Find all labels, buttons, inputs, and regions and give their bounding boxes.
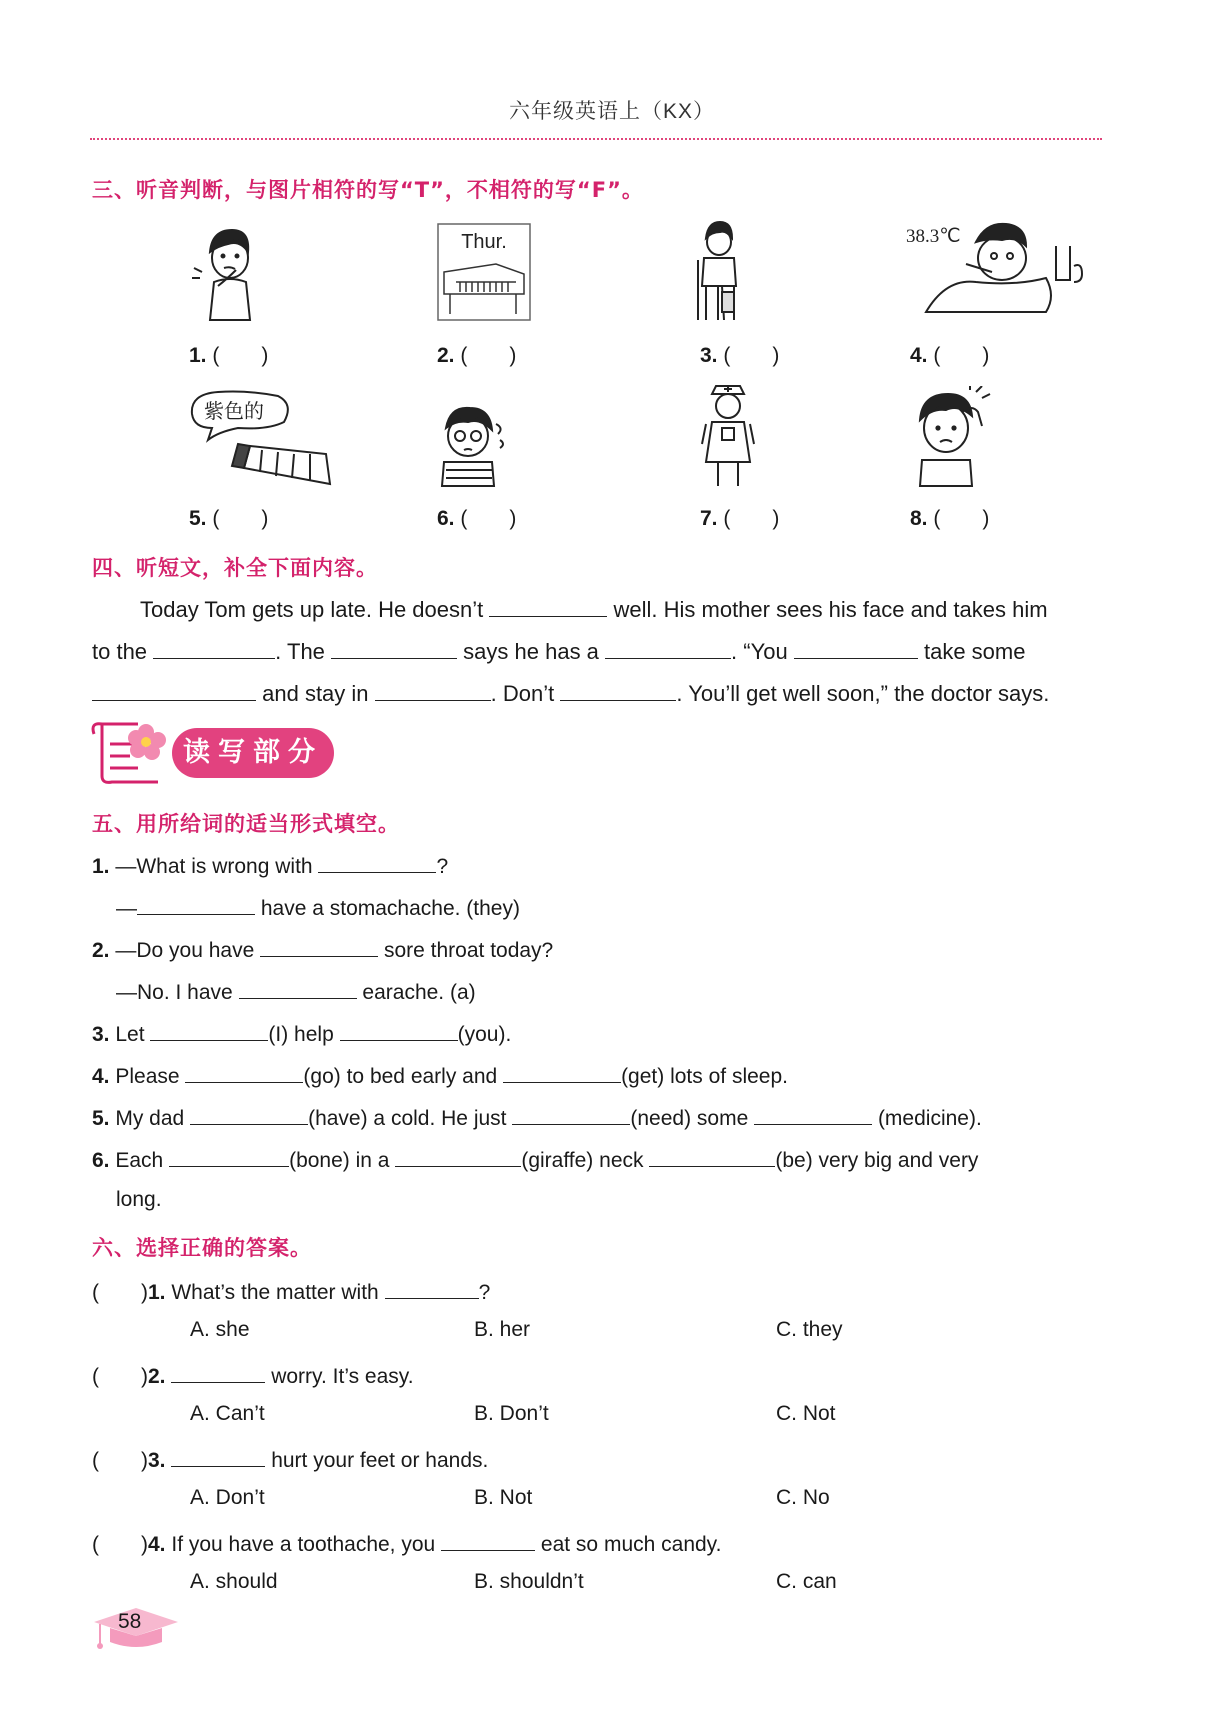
answer-blank[interactable] (137, 894, 255, 915)
answer-blank[interactable] (385, 1278, 479, 1299)
option-c[interactable]: C. can (776, 1570, 837, 1593)
question-5-4: 4. Please (go) to bed early and (get) lots of sleep. (92, 1062, 788, 1089)
answer-blank[interactable] (605, 638, 731, 659)
question-6-4: ( )4. If you have a toothache, you eat so much candy. (92, 1528, 721, 1558)
answer-paren: ( ) (460, 344, 517, 367)
question-6-1: ( )1. What’s the matter with ? (92, 1276, 490, 1306)
answer-paren: ( ) (92, 1533, 148, 1556)
answer-blank[interactable] (239, 978, 357, 999)
option-b[interactable]: B. Not (474, 1486, 533, 1509)
section-5-title: 五、用所给词的适当形式填空。 (92, 812, 400, 836)
answer-paren: ( ) (933, 507, 990, 530)
answer-blank[interactable] (171, 1362, 265, 1383)
item-number: 2. (437, 344, 455, 367)
boy-cough-picture (436, 404, 508, 488)
answer-blank[interactable] (340, 1020, 458, 1041)
thursday-label: Thur. (461, 231, 507, 253)
answer-blank[interactable] (441, 1530, 535, 1551)
boy-crutch-picture (692, 220, 746, 324)
thursday-piano-picture (436, 222, 532, 322)
answer-paren: ( ) (92, 1449, 148, 1472)
answer-blank[interactable] (489, 596, 607, 617)
answer-blank[interactable] (503, 1062, 621, 1083)
purple-label: 紫色的 (204, 399, 264, 423)
question-5-3: 3. Let (I) help (you). (92, 1020, 511, 1047)
passage-line-3: and stay in . Don’t . You’ll get well soon,” the doctor says. (92, 680, 1049, 707)
answer-paren: ( ) (212, 507, 269, 530)
section-3-title: 三、听音判断，与图片相符的写“T”，不相符的写“F”。 (92, 178, 644, 202)
answer-blank[interactable] (395, 1146, 521, 1167)
answer-blank[interactable] (190, 1104, 308, 1125)
item-number: 5. (189, 507, 207, 530)
answer-paren: ( ) (723, 344, 780, 367)
answer-blank[interactable] (150, 1020, 268, 1041)
answer-blank[interactable] (375, 680, 491, 701)
passage-line-1: Today Tom gets up late. He doesn’t well. His mother sees his face and takes him (140, 597, 1048, 622)
page-header: 六年级英语上（KX） (508, 100, 715, 123)
section-6-title: 六、选择正确的答案。 (92, 1236, 312, 1260)
answer-blank[interactable] (153, 638, 275, 659)
item-number: 3. (700, 344, 718, 367)
option-a[interactable]: A. Can’t (190, 1402, 265, 1425)
boy-toothache-picture (188, 222, 270, 322)
header-divider (90, 138, 1102, 140)
option-c[interactable]: C. Not (776, 1402, 836, 1425)
question-5-6-cont: long. (116, 1188, 162, 1211)
answer-paren: ( ) (92, 1281, 148, 1304)
answer-blank[interactable] (185, 1062, 303, 1083)
answer-paren: ( ) (92, 1365, 148, 1388)
option-a[interactable]: A. she (190, 1318, 250, 1341)
option-b[interactable]: B. shouldn’t (474, 1570, 584, 1593)
section-4-title: 四、听短文，补全下面内容。 (92, 556, 378, 580)
option-a[interactable]: A. Don’t (190, 1486, 265, 1509)
purple-medicine-tube-picture (188, 388, 334, 488)
scroll-flower-icon (88, 720, 168, 786)
answer-blank[interactable] (260, 936, 378, 957)
answer-blank[interactable] (92, 680, 256, 701)
reading-writing-banner: 读写部分 (172, 728, 334, 778)
answer-blank[interactable] (171, 1446, 265, 1467)
answer-blank[interactable] (560, 680, 676, 701)
temperature-label: 38.3℃ (906, 226, 961, 247)
answer-blank[interactable] (754, 1104, 872, 1125)
option-c[interactable]: C. No (776, 1486, 830, 1509)
answer-blank[interactable] (169, 1146, 289, 1167)
answer-blank[interactable] (512, 1104, 630, 1125)
answer-paren: ( ) (723, 507, 780, 530)
answer-paren: ( ) (460, 507, 517, 530)
question-6-2: ( )2. worry. It’s easy. (92, 1360, 414, 1390)
option-b[interactable]: B. Don’t (474, 1402, 549, 1425)
nurse-picture (700, 384, 756, 488)
question-5-1-reply: — have a stomachache. (they) (116, 894, 520, 921)
boy-headache-picture (912, 386, 992, 488)
item-number: 6. (437, 507, 455, 530)
question-6-3: ( )3. hurt your feet or hands. (92, 1444, 488, 1474)
item-number: 1. (189, 344, 207, 367)
answer-blank[interactable] (649, 1146, 775, 1167)
question-5-2: 2. —Do you have sore throat today? (92, 936, 553, 963)
answer-blank[interactable] (318, 852, 436, 873)
item-number: 7. (700, 507, 718, 530)
answer-paren: ( ) (212, 344, 269, 367)
question-5-5: 5. My dad (have) a cold. He just (need) some (medicine). (92, 1104, 982, 1131)
item-number: 4. (910, 344, 928, 367)
option-c[interactable]: C. they (776, 1318, 843, 1341)
question-5-1: 1. —What is wrong with ? (92, 852, 448, 879)
passage-line-2: to the . The says he has a . “You take some (92, 639, 1026, 664)
item-number: 8. (910, 507, 928, 530)
page-number: 58 (118, 1610, 142, 1633)
option-a[interactable]: A. should (190, 1570, 278, 1593)
fever-sick-boy-picture (906, 216, 1086, 318)
question-5-6: 6. Each (bone) in a (giraffe) neck (be) very big and very (92, 1146, 978, 1173)
answer-blank[interactable] (794, 638, 918, 659)
question-5-2-reply: —No. I have earache. (a) (116, 978, 476, 1005)
answer-blank[interactable] (331, 638, 457, 659)
answer-paren: ( ) (933, 344, 990, 367)
option-b[interactable]: B. her (474, 1318, 531, 1341)
